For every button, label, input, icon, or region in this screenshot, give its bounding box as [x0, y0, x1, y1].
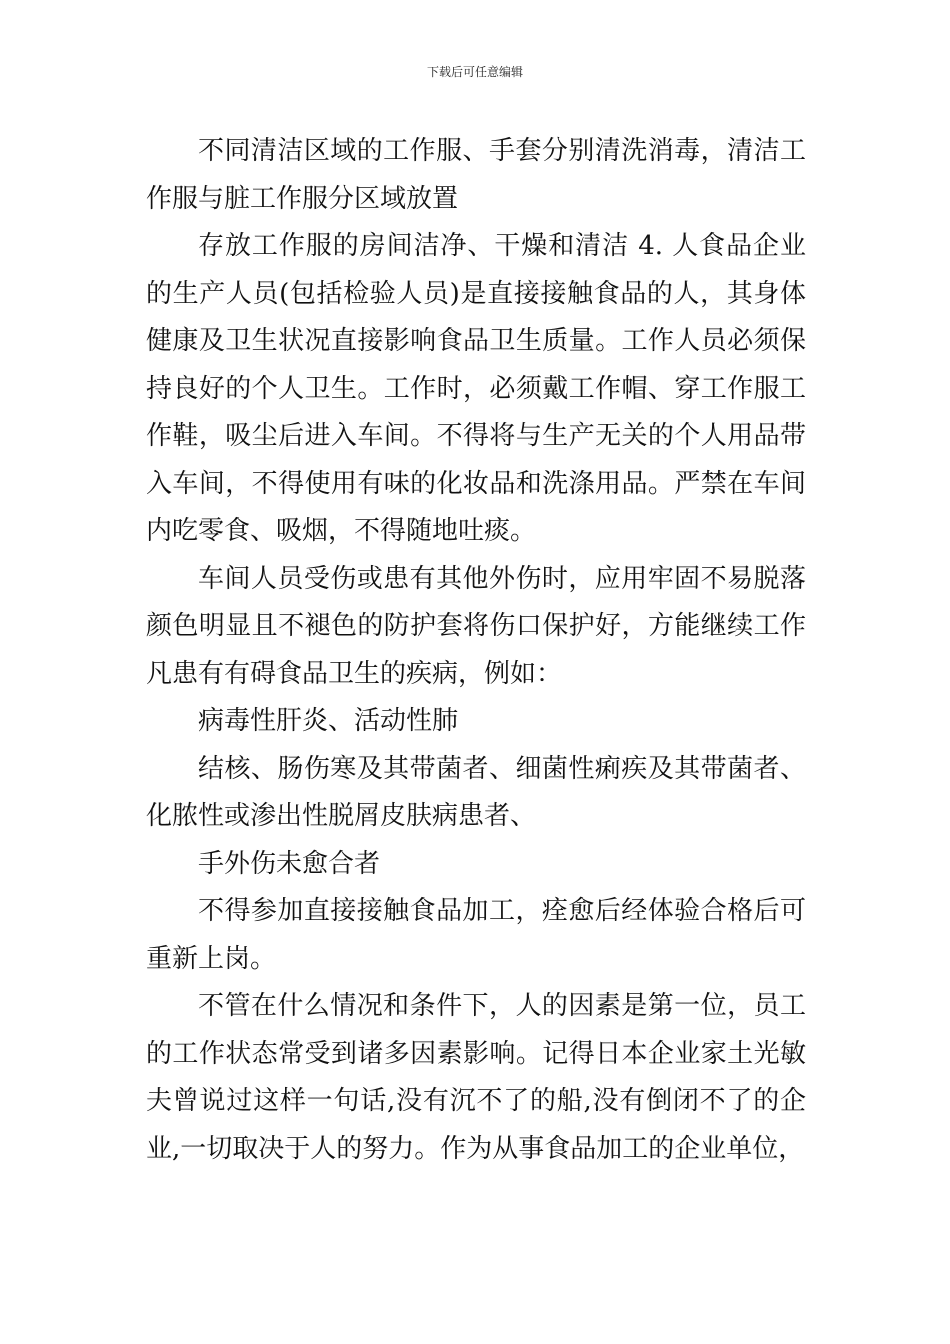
paragraph-hand-injury: 手外伤未愈合者: [198, 848, 381, 879]
paragraph-work-clothes-cleaning: 不同清洁区域的工作服、手套分别清洗消毒，清洁工作服与脏工作服分区域放置: [146, 136, 806, 214]
paragraph-disease-hepatitis: 病毒性肝炎、活动性肺: [198, 706, 459, 736]
paragraph-personnel-hygiene: 存放工作服的房间洁净、干燥和清洁 4. 人食品企业的生产人员(包括检验人员)是直接接触食品的人，其身体健康及卫生状况直接影响食品卫生质量。工作人员必须保持良好的个人卫生。工作时，必须戴工作帽、穿工作服工作鞋，吸尘后进入车间。不得将与生产无关的个人用品带入车间，不得使用有味的化妆品和洗涤用品。严禁在车间内吃零食、吸烟，不得随地吐痰。: [146, 231, 806, 546]
document-body: [146, 128, 806, 1173]
paragraph-human-factor: 不管在什么情况和条件下，人的因素是第一位，员工的工作状态常受到诸多因素影响。记得日本企业家土光敏夫曾说过这样一句话,没有沉不了的船,没有倒闭不了的企业,一切取决于人的努力。作为从事食品加工的企业单位，: [146, 991, 806, 1164]
page-header: 下载后可任意编辑: [426, 65, 523, 79]
paragraph-return-to-work: 不得参加直接接触食品加工，痊愈后经体验合格后可重新上岗。: [146, 896, 806, 974]
paragraph-disease-list: 结核、肠伤寒及其带菌者、细菌性痢疾及其带菌者、化脓性或渗出性脱屑皮肤病患者、: [146, 753, 806, 831]
paragraph-injury-protection: 车间人员受伤或患有其他外伤时，应用牢固不易脱落颜色明显且不褪色的防护套将伤口保护好，方能继续工作凡患有有碍食品卫生的疾病，例如：: [146, 563, 806, 689]
